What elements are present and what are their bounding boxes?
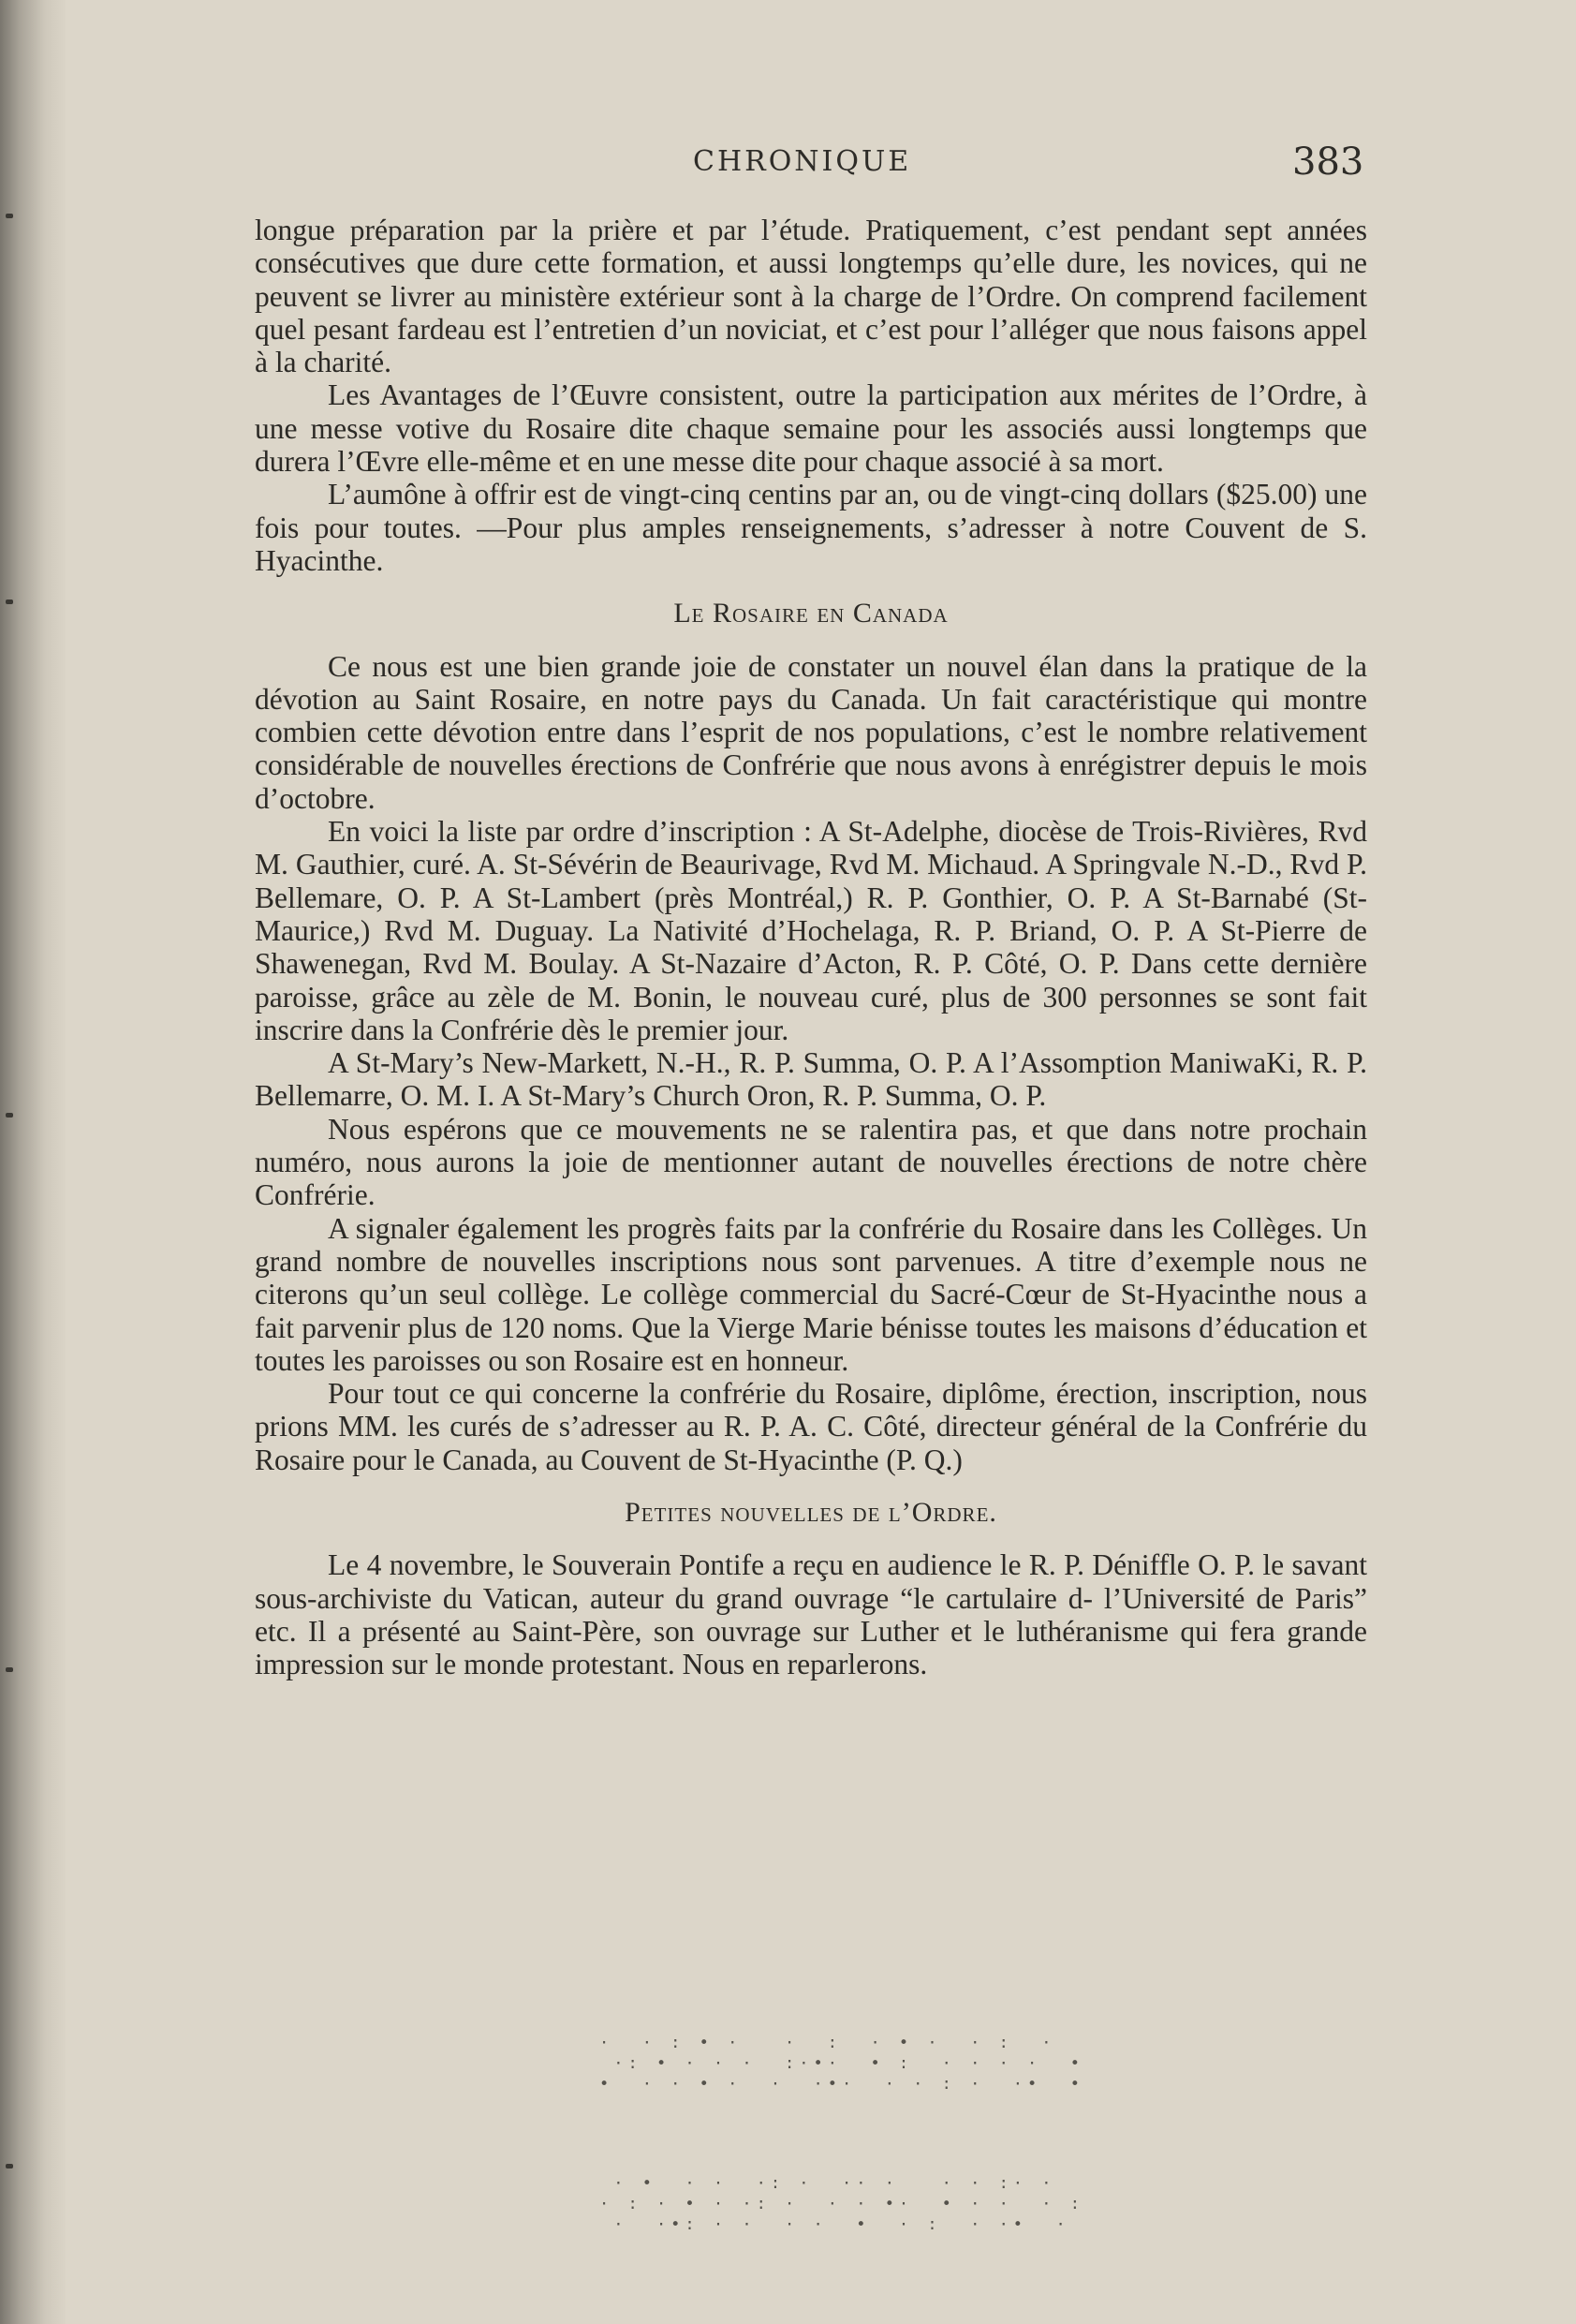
gutter-mark [6,214,13,218]
gutter-mark [6,1667,13,1672]
paragraph: En voici la liste par ordre d’inscription : A St-Adelphe, diocèse de Trois-Rivières, Rvd M. Gauthier, curé. A. St-Sévérin de Beaurivage, Rvd M. Michaud. A Springvale N.-D., Rvd P. Bellemare, O. P. A St-Lambert (près Montréal,) R. P. Gonthier, O. P. A St-Barnabé (St-Maurice,) Rvd M. Duguay. La Nativité d’Hochelaga, R. P. Briand, O. P. A St-Pierre de Shawenegan, Rvd M. Boulay. A St-Nazaire d’Acton, R. P. Côté, O. P. Dans cette dernière paroisse, grâce au zèle de M. Bonin, le nouveau curé, plus de 300 personnes se sont fait inscrire dans la Confrérie dès le premier jour. [255,815,1367,1046]
show-through-dots: · · : • · · : · • · · : · ·: • · · · :·•· • : · · · · • • · · • · · ·•· · · : · ·• • [599,2034,1084,2094]
section-heading: Petites nouvelles de l’Ordre. [625,1496,997,1528]
show-through-dots: · • · · ·: · ·· · · · :· · · : · • · ·: · · · •· • · · · : · ·•: · · · · • · : · ·• · [599,2174,1084,2234]
paragraph: Les Avantages de l’Œuvre consistent, outre la participation aux mérites de l’Ordre, à une messe votive du Rosaire dite chaque semaine pour les associés aussi longtemps que durera l’Œvre elle-même et en une messe dite pour chaque associé à sa mort. [255,378,1367,479]
running-title: CHRONIQUE [693,145,912,178]
section-heading: Le Rosaire en Canada [673,598,949,629]
paragraph: Ce nous est une bien grande joie de constater un nouvel élan dans la pratique de la dévotion au Saint Rosaire, en notre pays du Canada. Un fait caractéristique qui montre combien cette dévotion entre dans l’esprit de nos populations, c’est le nombre relativement considérable de nouvelles érections de Confrérie que nous avons à enrégistrer depuis le mois d’octobre. [255,649,1367,815]
paragraph: Pour tout ce qui concerne la confrérie du Rosaire, diplôme, érection, inscription, nous prions MM. les curés de s’adresser au R. P. A. C. Côté, directeur général de la Confrérie du Rosaire pour le Canada, au Couvent de St-Hyacinthe (P. Q.) [255,1377,1367,1476]
gutter-mark [6,600,13,604]
gutter-mark [6,2164,13,2169]
paragraph: A St-Mary’s New-Markett, N.-H., R. P. Summa, O. P. A l’Assomption ManiwaKi, R. P. Bellemarre, O. M. I. A St-Mary’s Church Oron, R. P. Summa, O. P. [255,1046,1367,1113]
paragraph: L’aumône à offrir est de vingt-cinq centins par an, ou de vingt-cinq dollars ($25.00) une fois pour toutes. —Pour plus amples renseignements, s’adresser à notre Couvent de S. Hyacinthe. [255,478,1367,577]
paragraph: longue préparation par la prière et par l’étude. Pratiquement, c’est pendant sept années consécutives que dure cette formation, et aussi longtemps qu’elle dure, les novices, qui ne peuvent se livrer au ministère extérieur sont à la charge de l’Ordre. On comprend facilement quel pesant fardeau est l’entretien d’un noviciat, et c’est pour l’alléger que nous faisons appel à la charité. [255,214,1367,379]
page-number: 383 [1292,141,1364,184]
body-text [255,214,1367,1680]
binding-gutter [0,0,66,2324]
paragraph: Nous espérons que ce mouvements ne se ralentira pas, et que dans notre prochain numéro, nous aurons la joie de mentionner autant de nouvelles érections de notre chère Confrérie. [255,1112,1367,1212]
paragraph: A signaler également les progrès faits par la confrérie du Rosaire dans les Collèges. Un grand nombre de nouvelles inscriptions nous sont parvenues. A titre d’exemple nous ne citerons qu’un seul collège. Le collège commercial du Sacré-Cœur de St-Hyacinthe nous a fait parvenir plus de 120 noms. Que la Vierge Marie bénisse toutes les maisons d’éducation et toutes les paroisses ou son Rosaire est en honneur. [255,1211,1367,1377]
gutter-mark [6,1113,13,1118]
paragraph: Le 4 novembre, le Souverain Pontife a reçu en audience le R. P. Déniffle O. P. le savant sous-archiviste du Vatican, auteur du grand ouvrage “le cartulaire d- l’Université de Paris” etc. Il a présenté au Saint-Père, son ouvrage sur Luther et le luthéranisme qui fera grande impression sur le monde protestant. Nous en reparlerons. [255,1548,1367,1681]
